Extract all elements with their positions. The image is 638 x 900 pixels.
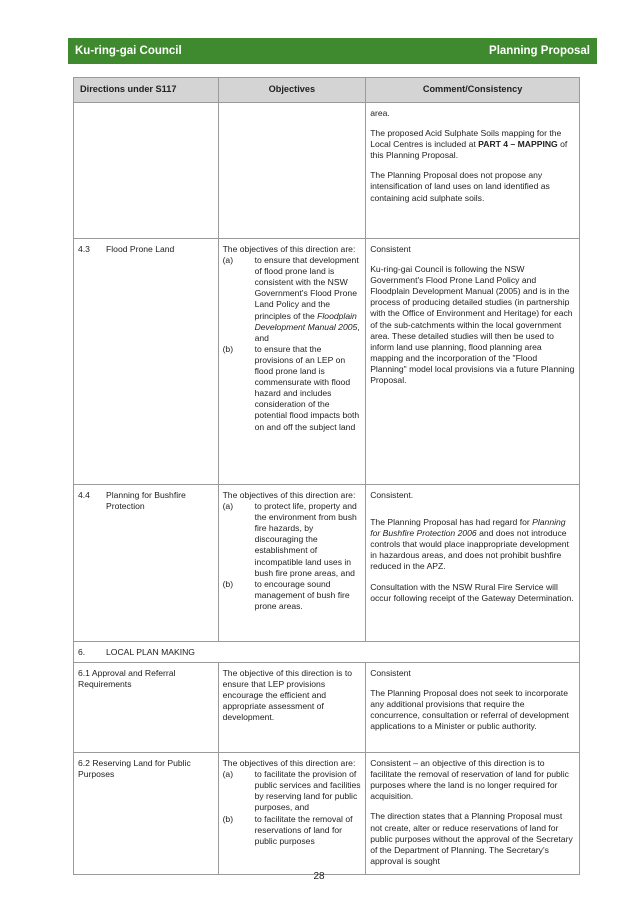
objective-item: (a) to facilitate the provision of public services and facilities by reserving land for public purposes, and: [222, 769, 361, 813]
objective-item: (b) to ensure that the provisions of an LEP on flood prone land is commensurate with flood hazard and includes consideration of the potential flood impacts both on and off the subject land: [222, 343, 360, 432]
objective-item: (b) to encourage sound management of bush fire prone areas.: [222, 578, 350, 611]
objectives-cell: [218, 103, 366, 239]
objectives-intro: The objectives of this direction are:: [222, 244, 356, 254]
consistency-status: Consistent: [370, 244, 411, 254]
page-header: [68, 38, 597, 64]
section-number: 6.: [78, 647, 86, 657]
objectives-cell: [218, 753, 366, 875]
direction-title: Planning for Bushfire Protection: [106, 490, 186, 512]
comment-paragraph: area.: [370, 108, 390, 118]
table-row: [74, 485, 580, 642]
header-objectives: Objectives: [218, 78, 366, 103]
comment-cell: [366, 663, 580, 753]
direction-cell: [74, 239, 219, 485]
direction-title: 6.2 Reserving Land for Public Purposes: [78, 758, 191, 780]
direction-cell: [74, 753, 219, 875]
table-row: [74, 663, 580, 753]
table-row: [74, 753, 580, 875]
objectives-intro: The objectives of this direction are:: [222, 758, 356, 769]
s117-directions-table: [73, 77, 580, 875]
consistency-status: Consistent.: [370, 490, 414, 500]
comment-cell: [366, 239, 580, 485]
direction-number: 4.3: [78, 244, 90, 254]
objective-item: (b) to facilitate the removal of reservations of land for public purposes: [222, 813, 353, 846]
document-type: Planning Proposal: [489, 45, 590, 57]
section-row: [74, 642, 580, 663]
comment-paragraph: Ku-ring-gai Council is following the NSW Government's Flood Prone Land Policy and Floodplain Development Manual (2005) and is in the process of producing detailed studies (in partnership with the Office of Environment and Heritage) for each of the sub-catchments within the local government area. These detailed studies will then be used to inform land use planning, flood planning area mapping and the incorporation of the "Flood Planning" model local provisions via a future Planning Proposal.: [370, 264, 575, 386]
direction-cell: [74, 103, 219, 239]
direction-number: 4.4: [78, 490, 90, 500]
direction-cell: [74, 485, 219, 642]
table-row: [74, 103, 580, 239]
objectives-intro: The objectives of this direction are:: [222, 490, 356, 500]
comment-paragraph: The Planning Proposal does not propose any intensification of land uses on land identified as containing acid sulphate soils.: [370, 170, 550, 203]
comment-paragraph: The Planning Proposal has had regard for Planning for Bushfire Protection 2006 and does not introduce controls that would place inappropriate development in hazardous areas, and does not prohibit bushfire reduced in the APZ.: [370, 517, 569, 572]
section-title: LOCAL PLAN MAKING: [106, 647, 195, 657]
comment-paragraph: The direction states that a Planning Proposal must not create, alter or reduce reservations of land for public purposes without the approval of the Secretary of the Department of Planning. The Secretary's approval is sought: [370, 811, 573, 866]
header-comment: Comment/Consistency: [366, 78, 580, 103]
objectives-cell: [218, 239, 366, 485]
comment-paragraph: The Planning Proposal does not seek to incorporate any additional provisions that require the concurrence, consultation or referral of development applications to a Minister or public authority.: [370, 688, 569, 732]
comment-paragraph: Consistent – an objective of this direction is to facilitate the removal of reservation of land for public purposes where the land is no longer required for acquisition.: [370, 758, 569, 802]
comment-paragraph: The proposed Acid Sulphate Soils mapping for the Local Centres is included at PART 4 – MAPPING of this Planning Proposal.: [370, 128, 568, 161]
comment-cell: [366, 485, 580, 642]
objectives-cell: [218, 663, 366, 753]
table-row: [74, 239, 580, 485]
comment-cell: [366, 753, 580, 875]
comment-paragraph: Consultation with the NSW Rural Fire Service will occur following receipt of the Gateway Determination.: [370, 581, 574, 603]
page-number: 28: [313, 871, 325, 882]
direction-cell: [74, 663, 219, 753]
section-cell: [74, 642, 580, 663]
direction-title: 6.1 Approval and Referral Requirements: [78, 668, 176, 690]
table-header-row: [74, 78, 580, 103]
direction-title: Flood Prone Land: [106, 244, 175, 254]
comment-cell: [366, 103, 580, 239]
council-name: Ku-ring-gai Council: [75, 45, 182, 57]
header-directions: Directions under S117: [74, 78, 219, 103]
objective-text: The objective of this direction is to ensure that LEP provisions encourage the efficient and appropriate assessment of development.: [222, 668, 353, 723]
objectives-cell: [218, 485, 366, 642]
objective-item: (a) to ensure that development of flood prone land is consistent with the NSW Government's Flood Prone Land Policy and the principles of the Floodplain Development Manual 2005, and: [222, 255, 360, 343]
consistency-status: Consistent: [370, 668, 411, 679]
objective-item: (a) to protect life, property and the environment from bush fire hazards, by discouraging the establishment of incompatible land uses in bush fire prone areas, and: [222, 501, 357, 578]
